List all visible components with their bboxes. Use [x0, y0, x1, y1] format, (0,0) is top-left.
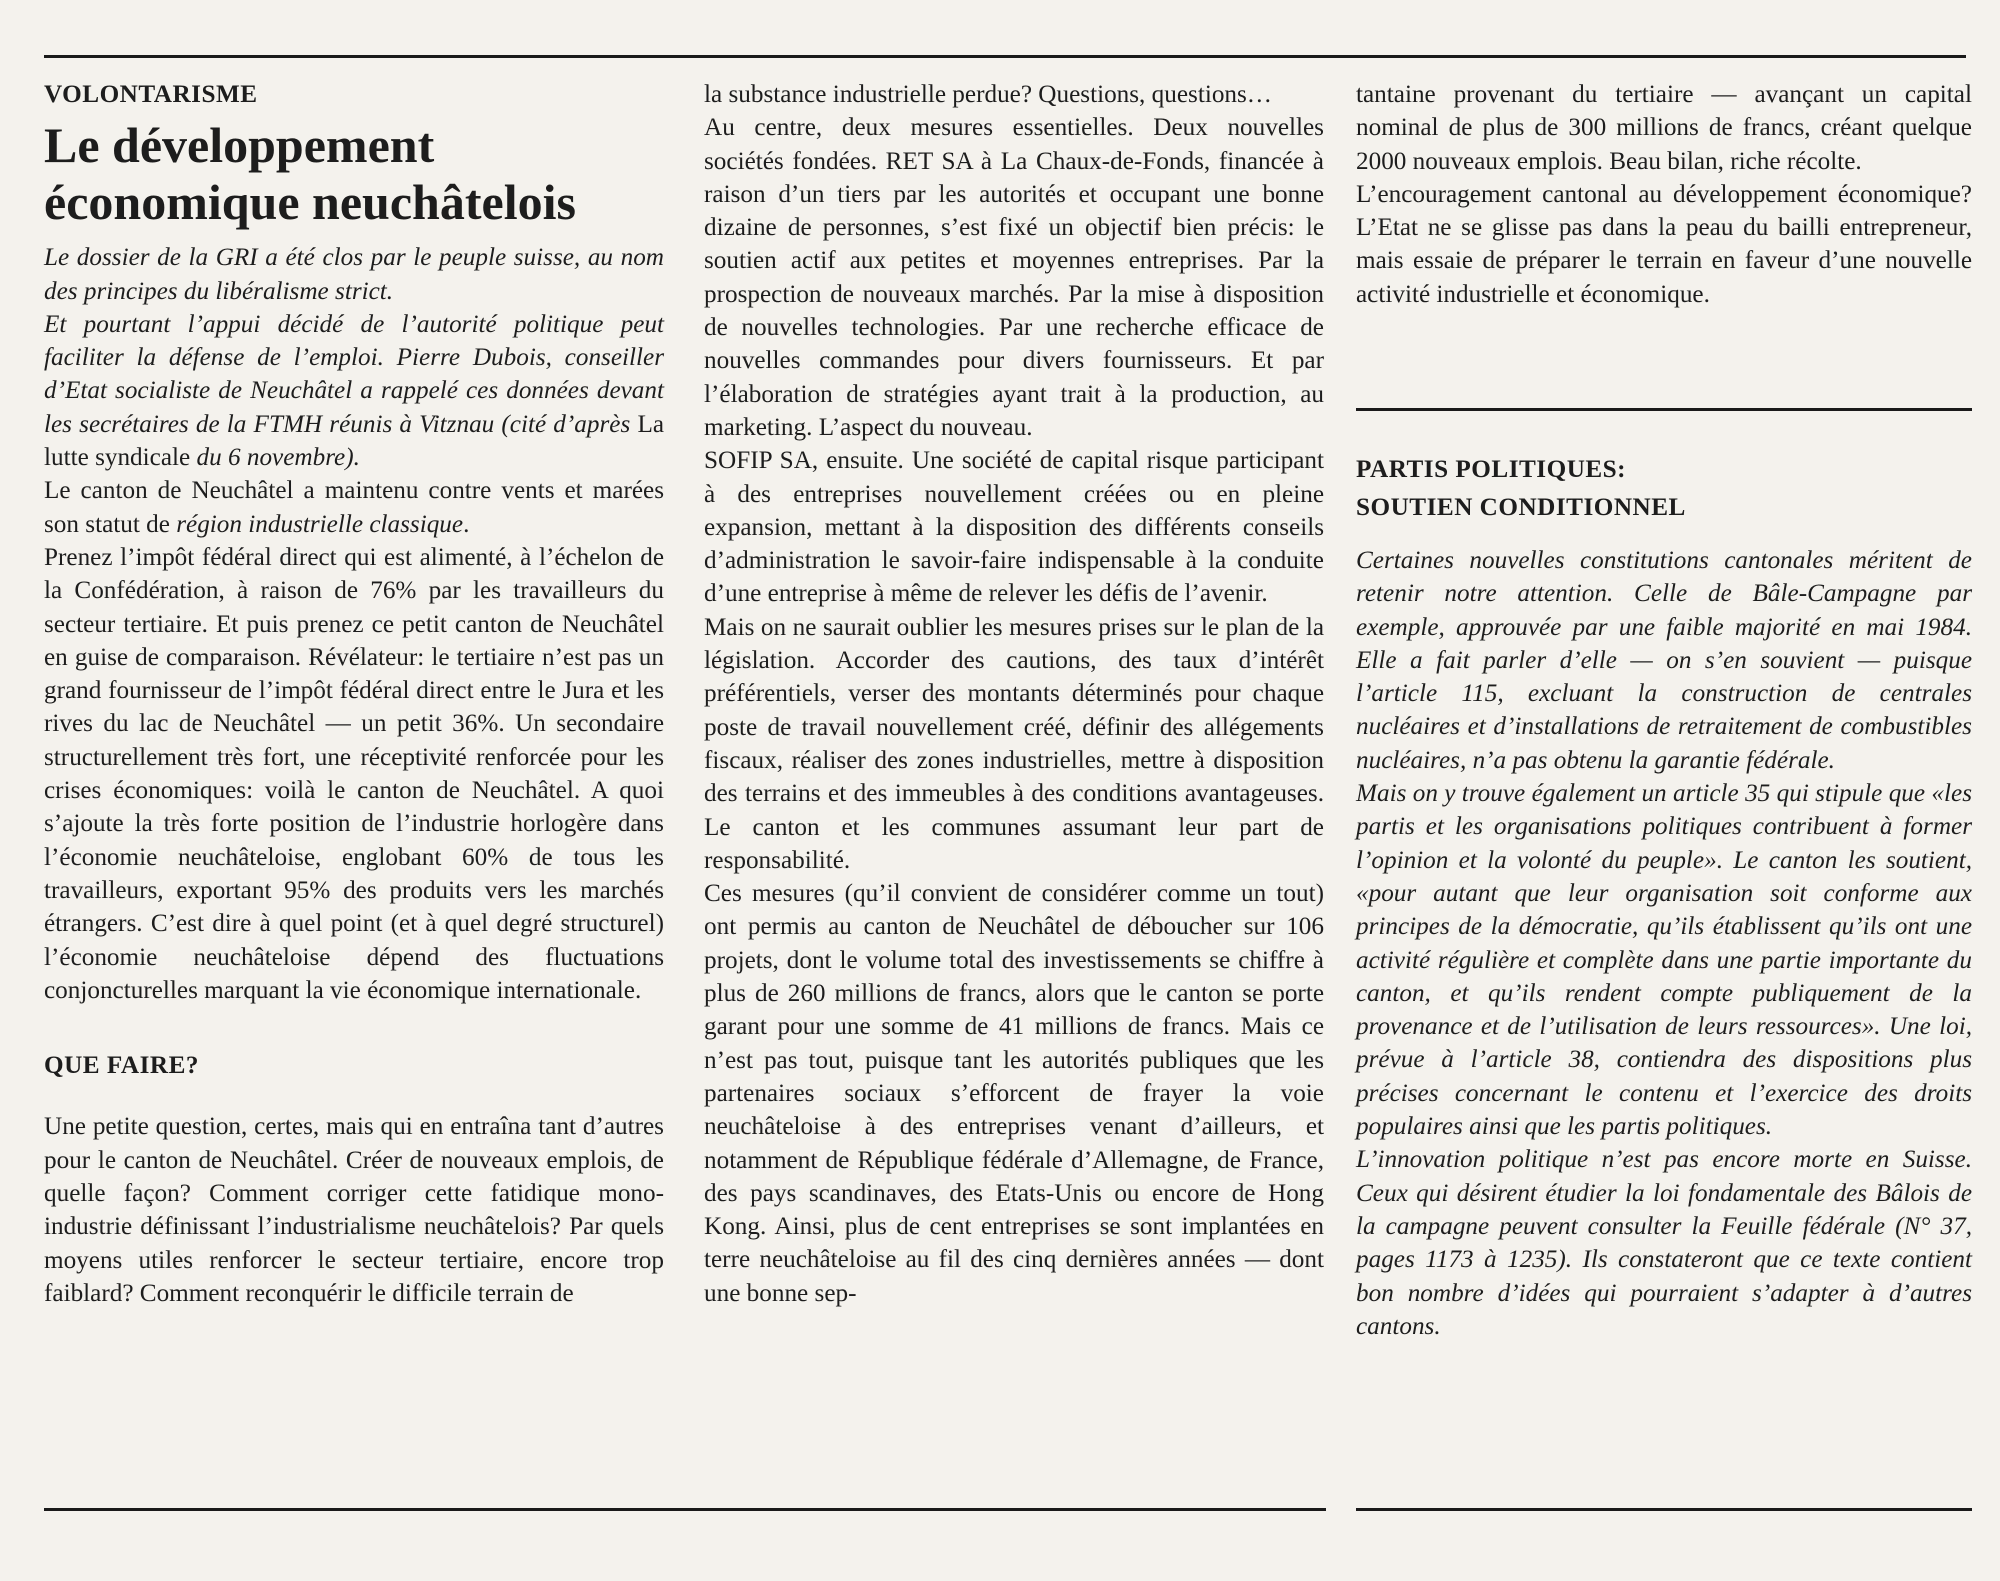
body-paragraph-2: Prenez l’impôt fédéral direct qui est alimenté, à l’échelon de la Confédération, à raison de 76% par les travailleurs du secteur tertiaire. Et puis prenez ce petit canton de Neuchâtel en guise de comparaison. Révélateur: le tertiaire n’est pas un grand fournisseur de l’impôt fédéral direct entre le Jura et les rives du lac de Neuchâtel — un petit 36%. Un secondaire structurellement très fort, une réceptivité renforcée pour les crises économiques: voilà le canton de Neuchâtel. A quoi s’ajoute la très forte position de l’industrie horlogère dans l’économie neuchâteloise, englobant 60% de tous les travailleurs, exportant 95% des produits vers les marchés étrangers. C’est dire à quel point (et à quel degré structurel) l’économie neuchâteloise dépend des fluctuations conjoncturelles marquant la vie économique internationale.	[44, 543, 664, 1004]
sidebar-paragraph-2: Mais on y trouve également un article 35 qui stipule que «les partis et les organisations politiques contribuent à former l’opinion et la volonté du peuple». Le canton les soutient, «pour autant que leur organisation soit conforme aux principes de la démocratie, qu’ils établissent qu’ils ont une activité régulière et complète dans une partie importante du canton, et qu’ils rendent compte publiquement de la provenance et de l’utilisation de leurs ressources». Une loi, prévue à l’article 38, contiendra des dispositions plus précises concernant le contenu et l’exercice des droits populaires ainsi que les partis politiques.	[1356, 780, 1972, 1141]
lead-paragraph-1: Le dossier de la GRI a été clos par le peuple suisse, au nom des principes du libéralisme strict.	[44, 244, 664, 305]
col3-paragraph-1: tantaine provenant du tertiaire — avançant un capital nominal de plus de 300 millions de francs, créant quelque 2000 nouveaux emplois. Beau bilan, riche récolte.	[1356, 81, 1972, 175]
sidebar-paragraph-3: L’innovation politique n’est pas encore morte en Suisse. Ceux qui désirent étudier la loi fondamentale des Bâlois de la campagne peuvent consulter la Feuille fédérale (N° 37, pages 1173 à 1235). Ils constateront que ce texte contient bon nombre d’idées qui pourraient s’adapter à d’autres cantons.	[1356, 1146, 1972, 1340]
top-rule	[44, 55, 1966, 58]
headline: Le développement économique neuchâtelois	[44, 117, 576, 231]
section-body: Une petite question, certes, mais qui en entraîna tant d’autres pour le canton de Neuchâtel. Créer de nouveaux emplois, de quelle façon? Comment corriger cette fatidique mono-industrie définissant l’industrialisme neuchâtelois? Par quels moyens utiles renforcer le secteur tertiaire, encore trop faiblard? Comment reconquérir le difficile terrain de	[44, 1113, 664, 1307]
column-2	[704, 78, 1324, 1310]
column-3	[1356, 78, 1972, 311]
kicker: VOLONTARISME	[44, 81, 258, 108]
sidebar-top-rule	[1356, 408, 1972, 411]
sidebar-title-2: SOUTIEN CONDITIONNEL	[1356, 494, 1686, 521]
body-paragraph-1: Le canton de Neuchâtel a maintenu contre vents et marées son statut de région industrielle classique.	[44, 477, 664, 538]
col2-paragraph-4: Mais on ne saurait oublier les mesures prises sur le plan de la législation. Accorder des cautions, des taux d’intérêt préférentiels, verser des montants déterminés pour chaque poste de travail nouvellement créé, définir des allégements fiscaux, réaliser des zones industrielles, mettre à disposition des terrains et des immeubles à des conditions avantageuses. Le canton et les communes assumant leur part de responsabilité.	[704, 613, 1324, 874]
col2-paragraph-3: SOFIP SA, ensuite. Une société de capital risque participant à des entreprises nouvellement créées ou en pleine expansion, mettant à la disposition des différents conseils d’administration le savoir-faire indispensable à la conduite d’une entreprise à même de relever les défis de l’avenir.	[704, 447, 1324, 608]
col2-paragraph-5: Ces mesures (qu’il convient de considérer comme un tout) ont permis au canton de Neuchâtel de déboucher sur 106 projets, dont le volume total des investissements se chiffre à plus de 260 millions de francs, alors que le canton se porte garant pour une somme de 41 millions de francs. Mais ce n’est pas tout, puisque tant les autorités publiques que les partenaires sociaux s’efforcent de frayer la voie neuchâteloise à des entreprises venant d’ailleurs, et notamment de République fédérale d’Allemagne, de France, des pays scandinaves, des Etats-Unis ou encore de Hong Kong. Ainsi, plus de cent entreprises se sont implantées en terre neuchâteloise au fil des cinq dernières années — dont une bonne sep-	[704, 880, 1324, 1307]
col2-paragraph-1: la substance industrielle perdue? Questions, questions…	[704, 81, 1272, 108]
sidebar-box	[1356, 452, 1972, 1343]
col2-paragraph-2: Au centre, deux mesures essentielles. Deux nouvelles sociétés fondées. RET SA à La Chaux-de-Fonds, financée à raison d’un tiers par les autorités et occupant une bonne dizaine de personnes, s’est fixé un objectif bien précis: le soutien actif aux petites et moyennes entreprises. Par la prospection de nouveaux marchés. Par la mise à disposition de nouvelles technologies. Par une recherche efficace de nouvelles commandes pour divers fournisseurs. Et par l’élaboration de stratégies ayant trait à la production, au marketing. L’aspect du nouveau.	[704, 114, 1324, 441]
bottom-rule-right	[1356, 1508, 1972, 1511]
section-title: QUE FAIRE?	[44, 1052, 199, 1080]
lead-paragraph-2: Et pourtant l’appui décidé de l’autorité politique peut faciliter la défense de l’emploi. Pierre Dubois, conseiller d’Etat socialiste de Neuchâtel a rappelé ces données devant les secrétaires de la FTMH réunis à Vitznau (cité d’après La lutte syndicale du 6 novembre).	[44, 310, 665, 472]
bottom-rule-left	[44, 1508, 1326, 1511]
column-1	[44, 78, 664, 1310]
sidebar-paragraph-1: Certaines nouvelles constitutions cantonales méritent de retenir notre attention. Celle de Bâle-Campagne par exemple, approuvée par une faible majorité en mai 1984. Elle a fait parler d’elle — on s’en souvient — puisque l’article 115, excluant la construction de centrales nucléaires et d’installations de retraitement de combustibles nucléaires, n’a pas obtenu la garantie fédérale.	[1356, 547, 1972, 774]
col3-paragraph-2: L’encouragement cantonal au développement économique? L’Etat ne se glisse pas dans la peau du bailli entrepreneur, mais essaie de préparer le terrain en faveur d’une nouvelle activité industrielle et économique.	[1356, 180, 1972, 308]
sidebar-title-1: PARTIS POLITIQUES:	[1356, 456, 1627, 483]
